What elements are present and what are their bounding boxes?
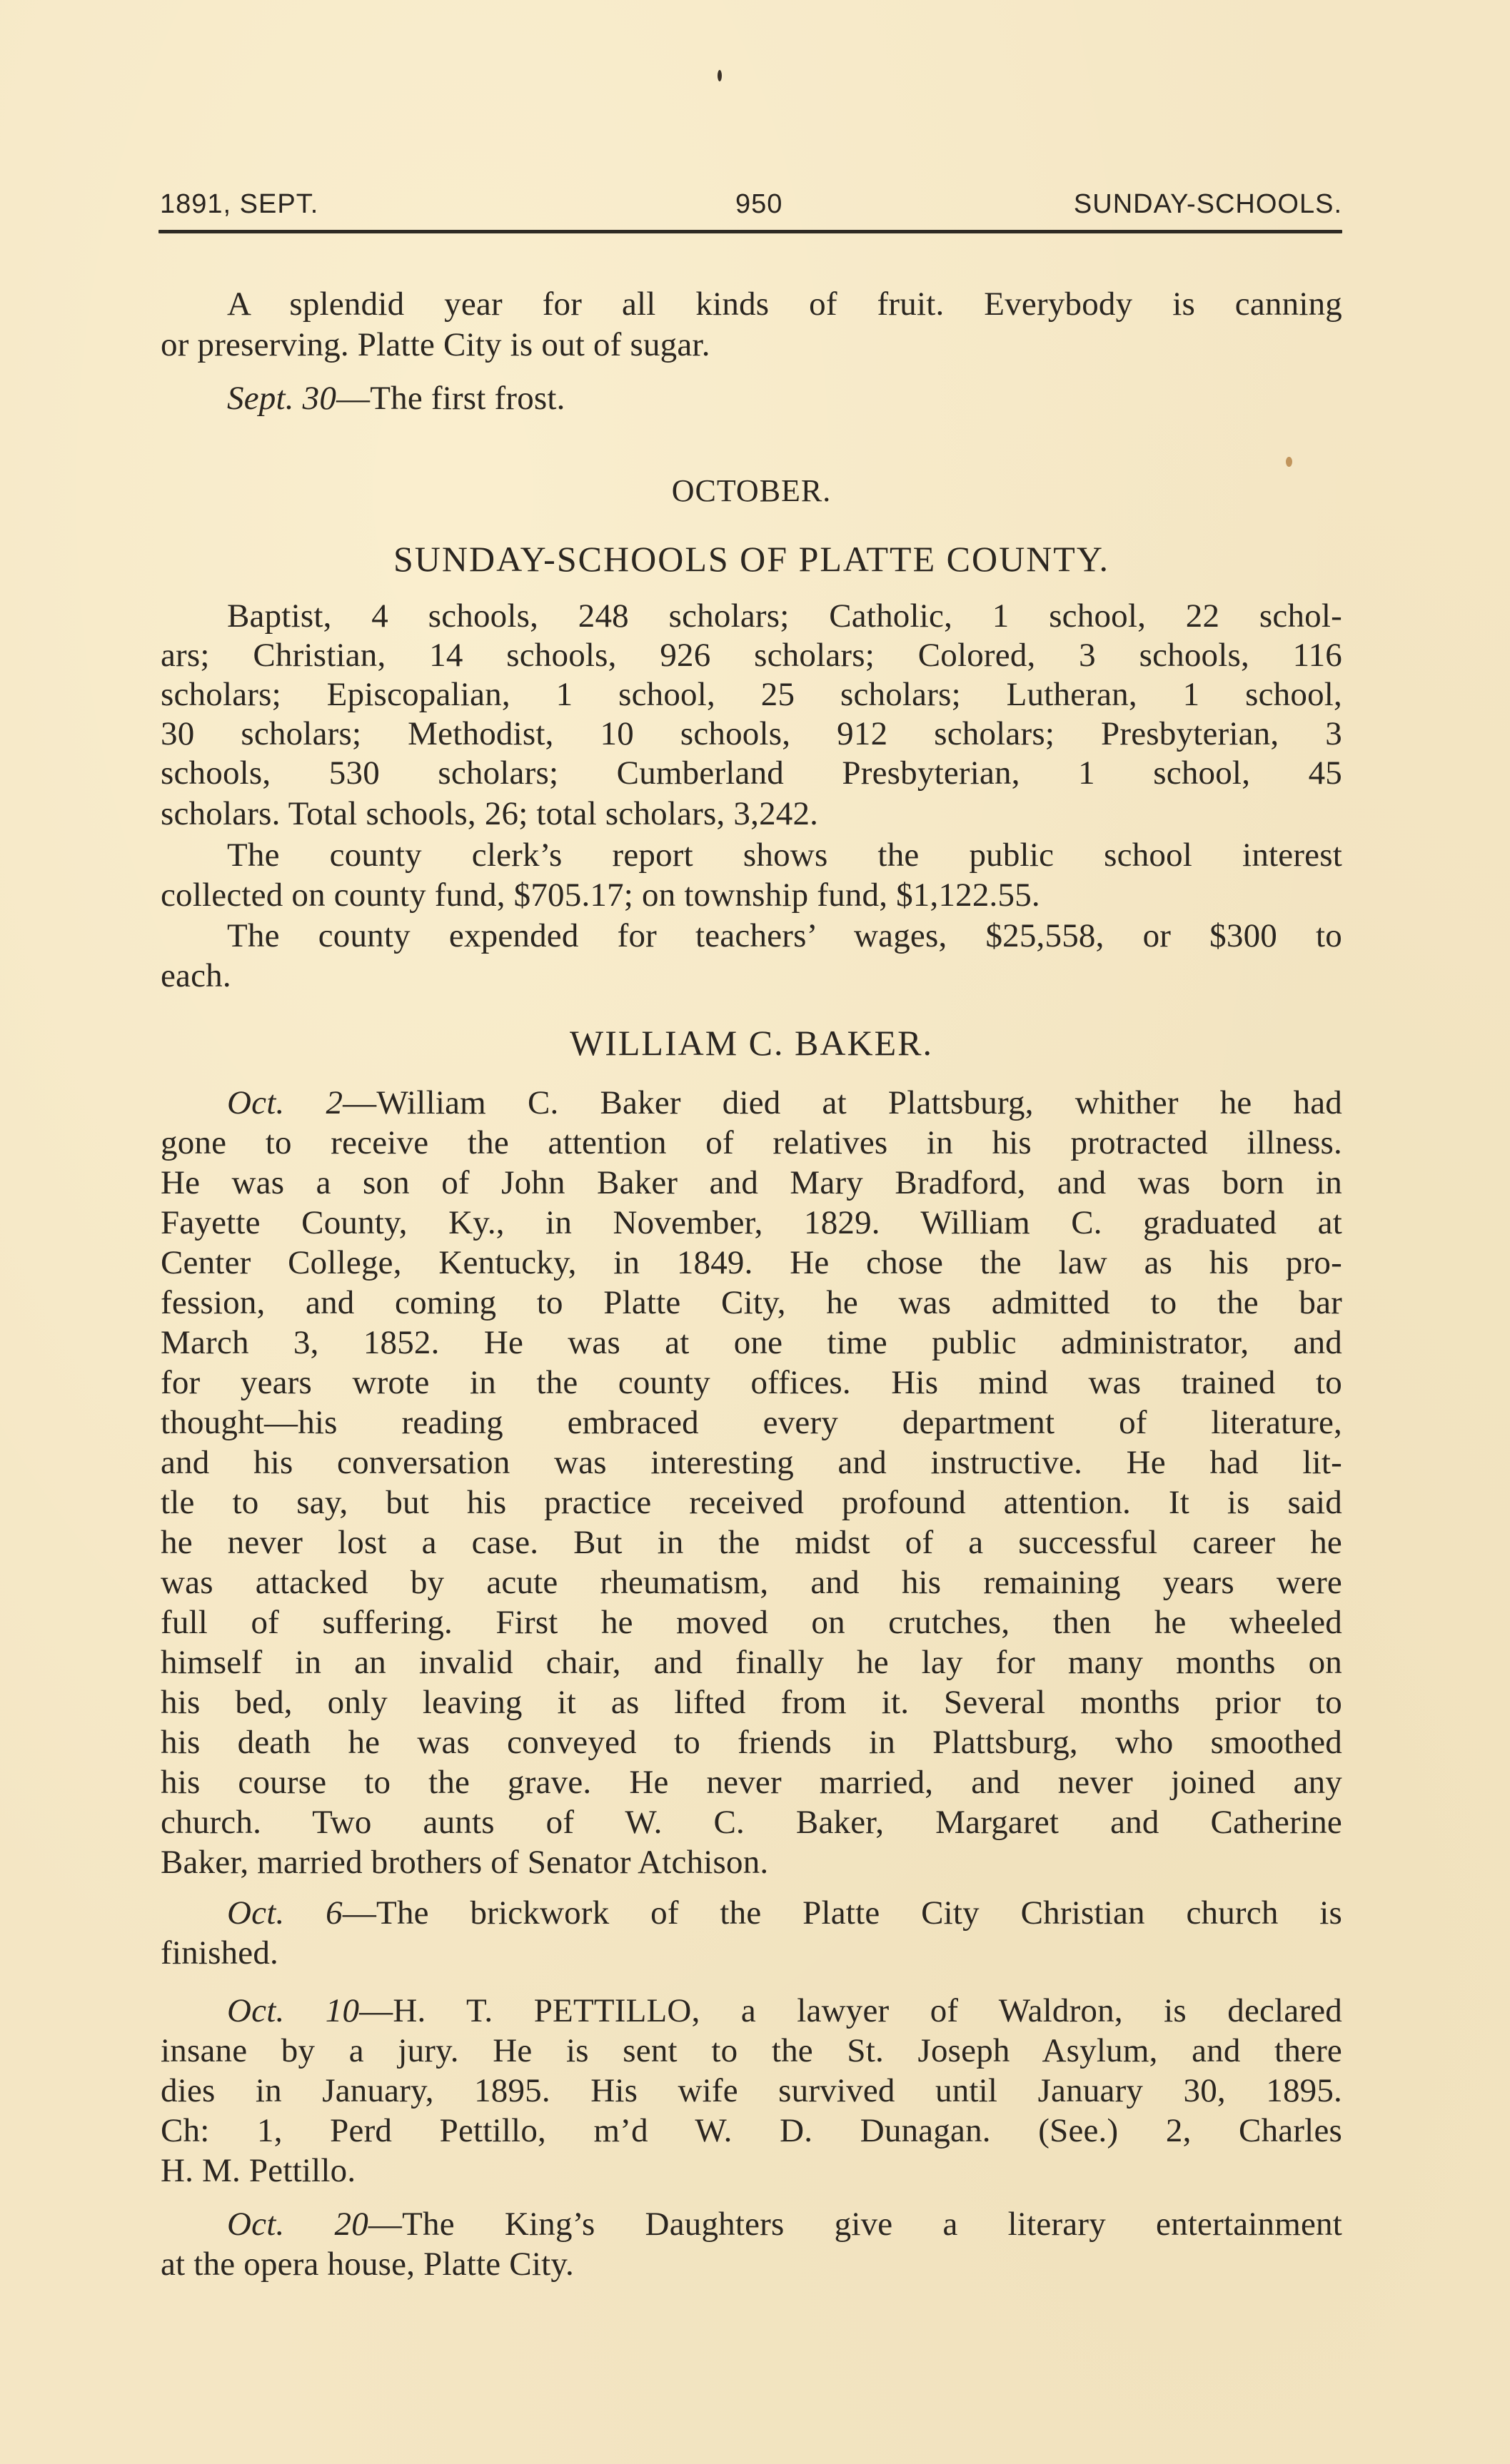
body-line: at the opera house, Platte City. (161, 2246, 574, 2283)
body-line: his course to the grave. He never married, and never joined any (161, 1764, 1342, 1801)
body-line: for years wrote in the county offices. His mind was trained to (161, 1364, 1342, 1401)
body-line: his bed, only leaving it as lifted from it. Several months prior to (161, 1684, 1342, 1721)
body-line: Baptist, 4 schools, 248 scholars; Catholic, 1 school, 22 schol- (227, 597, 1342, 635)
dated-entry-oct2 (227, 1083, 1342, 1123)
dated-entry-sept30 (227, 378, 1342, 418)
body-line: H. M. Pettillo. (161, 2152, 356, 2189)
section-heading-october: OCTOBER. (671, 473, 832, 508)
body-line: fession, and coming to Platte City, he was admitted to the bar (161, 1284, 1342, 1321)
body-line: full of suffering. First he moved on crutches, then he wheeled (161, 1604, 1342, 1641)
body-line: scholars; Episcopalian, 1 school, 25 scholars; Lutheran, 1 school, (161, 676, 1342, 713)
entry-date: Oct. 20 (227, 2206, 368, 2243)
dated-entry-oct10 (227, 1991, 1342, 2031)
body-line: collected on county fund, $705.17; on township fund, $1,122.55. (161, 877, 1040, 914)
body-line: A splendid year for all kinds of fruit. Everybody is canning (227, 286, 1342, 323)
body-line: The county expended for teachers’ wages, $25,558, or $300 to (227, 917, 1342, 954)
running-header-right: SUNDAY-SCHOOLS. (1073, 189, 1342, 219)
paper-stain (1286, 457, 1292, 467)
body-line: Ch: 1, Perd Pettillo, m’d W. D. Dunagan. (See.) 2, Charles (161, 2112, 1342, 2149)
body-line: He was a son of John Baker and Mary Bradford, and was born in (161, 1164, 1342, 1201)
body-line: March 3, 1852. He was at one time public administrator, and (161, 1324, 1342, 1361)
page-number: 950 (735, 189, 783, 219)
body-line: scholars. Total schools, 26; total scholars, 3,242. (161, 795, 819, 832)
entry-text: —The brickwork of the Platte City Christian church is (342, 1894, 1343, 1932)
entry-date: Oct. 10 (227, 1992, 360, 2029)
entry-text: —William C. Baker died at Plattsburg, whither he had (343, 1084, 1343, 1121)
body-line: or preserving. Platte City is out of sugar. (161, 326, 710, 363)
body-line: each. (161, 957, 231, 994)
body-line: and his conversation was interesting and instructive. He had lit- (161, 1444, 1342, 1481)
section-heading-william-c-baker: WILLIAM C. BAKER. (570, 1023, 933, 1063)
section-heading-sunday-schools: SUNDAY-SCHOOLS OF PLATTE COUNTY. (393, 539, 1110, 579)
dated-entry-oct20 (227, 2204, 1342, 2244)
body-line: tle to say, but his practice received profound attention. It is said (161, 1484, 1342, 1521)
body-line: church. Two aunts of W. C. Baker, Margaret and Catherine (161, 1804, 1342, 1841)
body-line: Baker, married brothers of Senator Atchison. (161, 1844, 769, 1881)
dated-entry-oct6 (227, 1893, 1342, 1933)
body-line: schools, 530 scholars; Cumberland Presbyterian, 1 school, 45 (161, 754, 1342, 792)
body-line: insane by a jury. He is sent to the St. Joseph Asylum, and there (161, 2032, 1342, 2069)
header-rule (158, 230, 1342, 233)
body-line: his death he was conveyed to friends in Plattsburg, who smoothed (161, 1724, 1342, 1761)
entry-date: Sept. 30 (227, 380, 337, 417)
entry-text: —H. T. PETTILLO, a lawyer of Waldron, is declared (359, 1992, 1342, 2029)
body-line: dies in January, 1895. His wife survived until January 30, 1895. (161, 2072, 1342, 2109)
body-line: ars; Christian, 14 schools, 926 scholars; Colored, 3 schools, 116 (161, 637, 1342, 674)
ink-speck (718, 70, 722, 81)
body-line: finished. (161, 1934, 278, 1971)
body-line: was attacked by acute rheumatism, and his remaining years were (161, 1564, 1342, 1601)
body-line: Center College, Kentucky, in 1849. He chose the law as his pro- (161, 1244, 1342, 1281)
running-header-left: 1891, SEPT. (160, 189, 319, 219)
body-line: himself in an invalid chair, and finally he lay for many months on (161, 1644, 1342, 1681)
body-line: The county clerk’s report shows the public school interest (227, 837, 1342, 874)
entry-text: —The first frost. (336, 380, 565, 417)
body-line: he never lost a case. But in the midst of a successful career he (161, 1524, 1342, 1561)
body-line: 30 scholars; Methodist, 10 schools, 912 scholars; Presbyterian, 3 (161, 715, 1342, 752)
entry-text: —The King’s Daughters give a literary entertainment (368, 2206, 1342, 2243)
entry-date: Oct. 2 (227, 1084, 343, 1121)
body-line: gone to receive the attention of relatives in his protracted illness. (161, 1124, 1342, 1161)
body-line: thought—his reading embraced every department of literature, (161, 1404, 1342, 1441)
entry-date: Oct. 6 (227, 1894, 343, 1932)
body-line: Fayette County, Ky., in November, 1829. William C. graduated at (161, 1204, 1342, 1241)
